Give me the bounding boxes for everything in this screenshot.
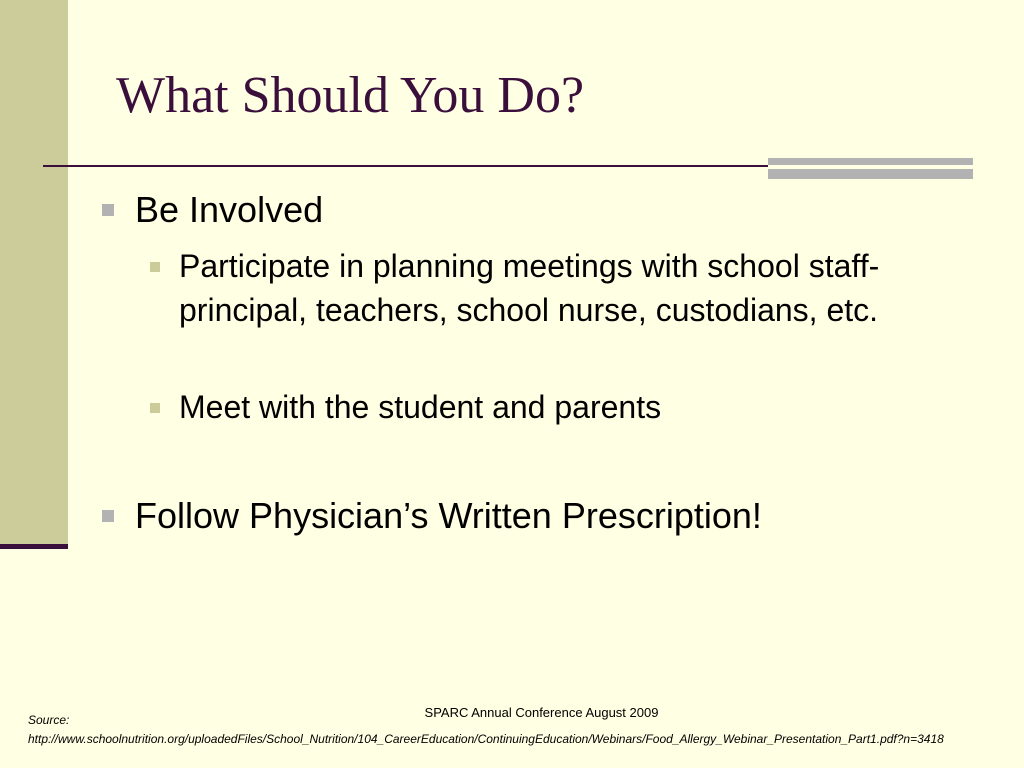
square-bullet-icon: [150, 403, 160, 413]
left-accent-bar: [0, 0, 68, 544]
source-label: Source:: [28, 713, 70, 727]
left-accent-underline: [0, 544, 68, 549]
square-bullet-icon: [102, 510, 114, 522]
square-bullet-icon: [150, 262, 160, 272]
slide-title: What Should You Do?: [116, 67, 585, 124]
bullet-follow-prescription: Follow Physician’s Written Prescription!: [135, 495, 762, 536]
bullet-be-involved: Be Involved: [135, 189, 324, 230]
sub-bullet-planning-meetings: Participate in planning meetings with school staff- principal, teachers, school nurse, custodians, etc.: [179, 248, 880, 328]
title-divider-accent-stripe: [768, 165, 973, 169]
footer-conference: SPARC Annual Conference August 2009: [424, 705, 659, 720]
square-bullet-icon: [102, 204, 114, 216]
source-citation: [28, 711, 984, 749]
sub-bullet-meet-student: Meet with the student and parents: [179, 389, 662, 425]
title-divider: [43, 165, 773, 167]
source-url: http://www.schoolnutrition.org/uploadedFiles/School_Nutrition/104_CareerEducation/ContinuingEducation/Webinars/Food_Allergy_Webinar_Presentation_Part1.pdf?n=3418: [28, 732, 944, 746]
